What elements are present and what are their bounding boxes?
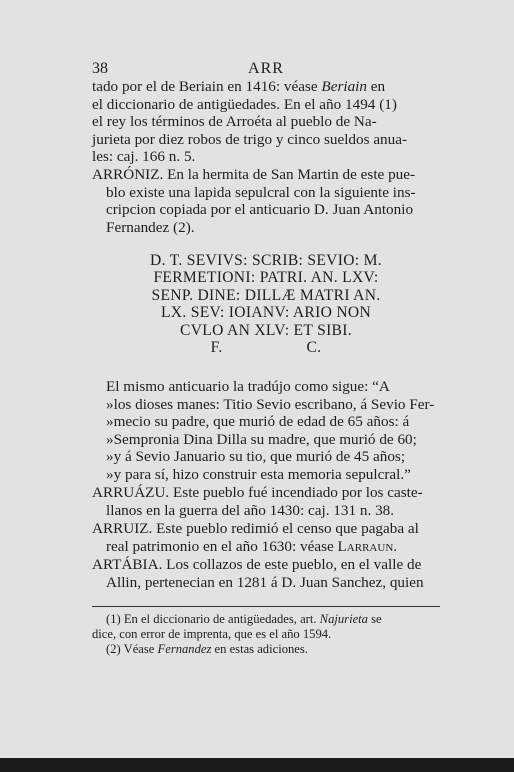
inscription-line: F. C.	[210, 339, 322, 357]
text-line: ARTÁBIA. Los collazos de este pueblo, en el valle de	[92, 556, 422, 573]
inscription-line: CVLO AN XLV: ET SIBI.	[180, 321, 352, 339]
page-number: 38	[92, 60, 108, 77]
page-header	[92, 60, 440, 80]
entry-arruazu	[92, 484, 440, 519]
text-line: ARRÓNIZ. En la hermita de San Martin de este pue-	[92, 166, 416, 183]
page-bottom-edge	[0, 758, 514, 772]
latin-inscription	[92, 252, 440, 356]
inscription-line: LX. SEV: IOIANV: ARIO NON	[160, 304, 372, 322]
running-head: ARR	[248, 60, 284, 77]
text-line: »mecio su padre, que murió de edad de 65 años: á	[106, 413, 410, 431]
text-line: El mismo anticuario la tradújo como sigue: “A	[106, 378, 390, 395]
inscription-line: SENP. DINE: DILLÆ MATRI AN.	[151, 286, 381, 304]
text-line: real patrimonio en el año 1630: véase Larraun.	[106, 537, 398, 555]
text-line: blo existe una lapida sepulcral con la siguiente ins-	[106, 183, 416, 201]
text-line: el rey los términos de Arroéta al pueblo de Na-	[92, 113, 377, 131]
text-line: el diccionario de antigüedades. En el año 1494 (1)	[92, 95, 397, 113]
text-line: ARRUIZ. Este pueblo redimió el censo que pagaba al	[92, 520, 419, 537]
entry-artabia	[92, 556, 440, 591]
entry-arruiz	[92, 520, 440, 555]
footnotes	[92, 612, 440, 657]
inscription-line: D. T. SEVIVS: SCRIB: SEVIO: M.	[150, 252, 382, 269]
text-line: llanos en la guerra del año 1430: caj. 131 n. 38.	[106, 501, 395, 519]
footnote-2: (2) Véase Fernandez en estas adiciones.	[106, 642, 308, 656]
text-line: »y para sí, hizo construir esta memoria sepulcral.”	[106, 465, 411, 483]
text-line: ARRUÁZU. Este pueblo fué incendiado por los caste-	[92, 484, 423, 501]
paragraph-beriain	[92, 78, 440, 166]
entry-arroniz	[92, 166, 440, 236]
text-line: tado por el de Beriain en 1416: véase Beriain en	[92, 78, 386, 95]
text-line: Allin, pertenecian en 1281 á D. Juan Sanchez, quien	[106, 573, 424, 591]
text-line: »Sempronia Dina Dilla su madre, que murió de 60;	[106, 430, 417, 448]
footnote-rule	[92, 606, 440, 607]
text-line: jurieta por diez robos de trigo y cinco sueldos anua-	[92, 130, 408, 148]
translation-paragraph	[92, 378, 440, 484]
text-line: Fernandez (2).	[106, 218, 195, 236]
footnote-1: (1) En el diccionario de antigüedades, art. Najurieta se	[106, 612, 382, 626]
inscription-line: FERMETIONI: PATRI. AN. LXV:	[153, 269, 379, 287]
text-line: cripcion copiada por el anticuario D. Juan Antonio	[106, 201, 414, 219]
footnote-1-cont: dice, con error de imprenta, que es el año 1594.	[92, 627, 332, 641]
text-line: les: caj. 166 n. 5.	[92, 148, 196, 166]
text-line: »y á Sevio Januario su tio, que murió de 45 años;	[106, 448, 406, 466]
text-line: »los dioses manes: Titio Sevio escribano, á Sevio Fer-	[106, 395, 435, 413]
